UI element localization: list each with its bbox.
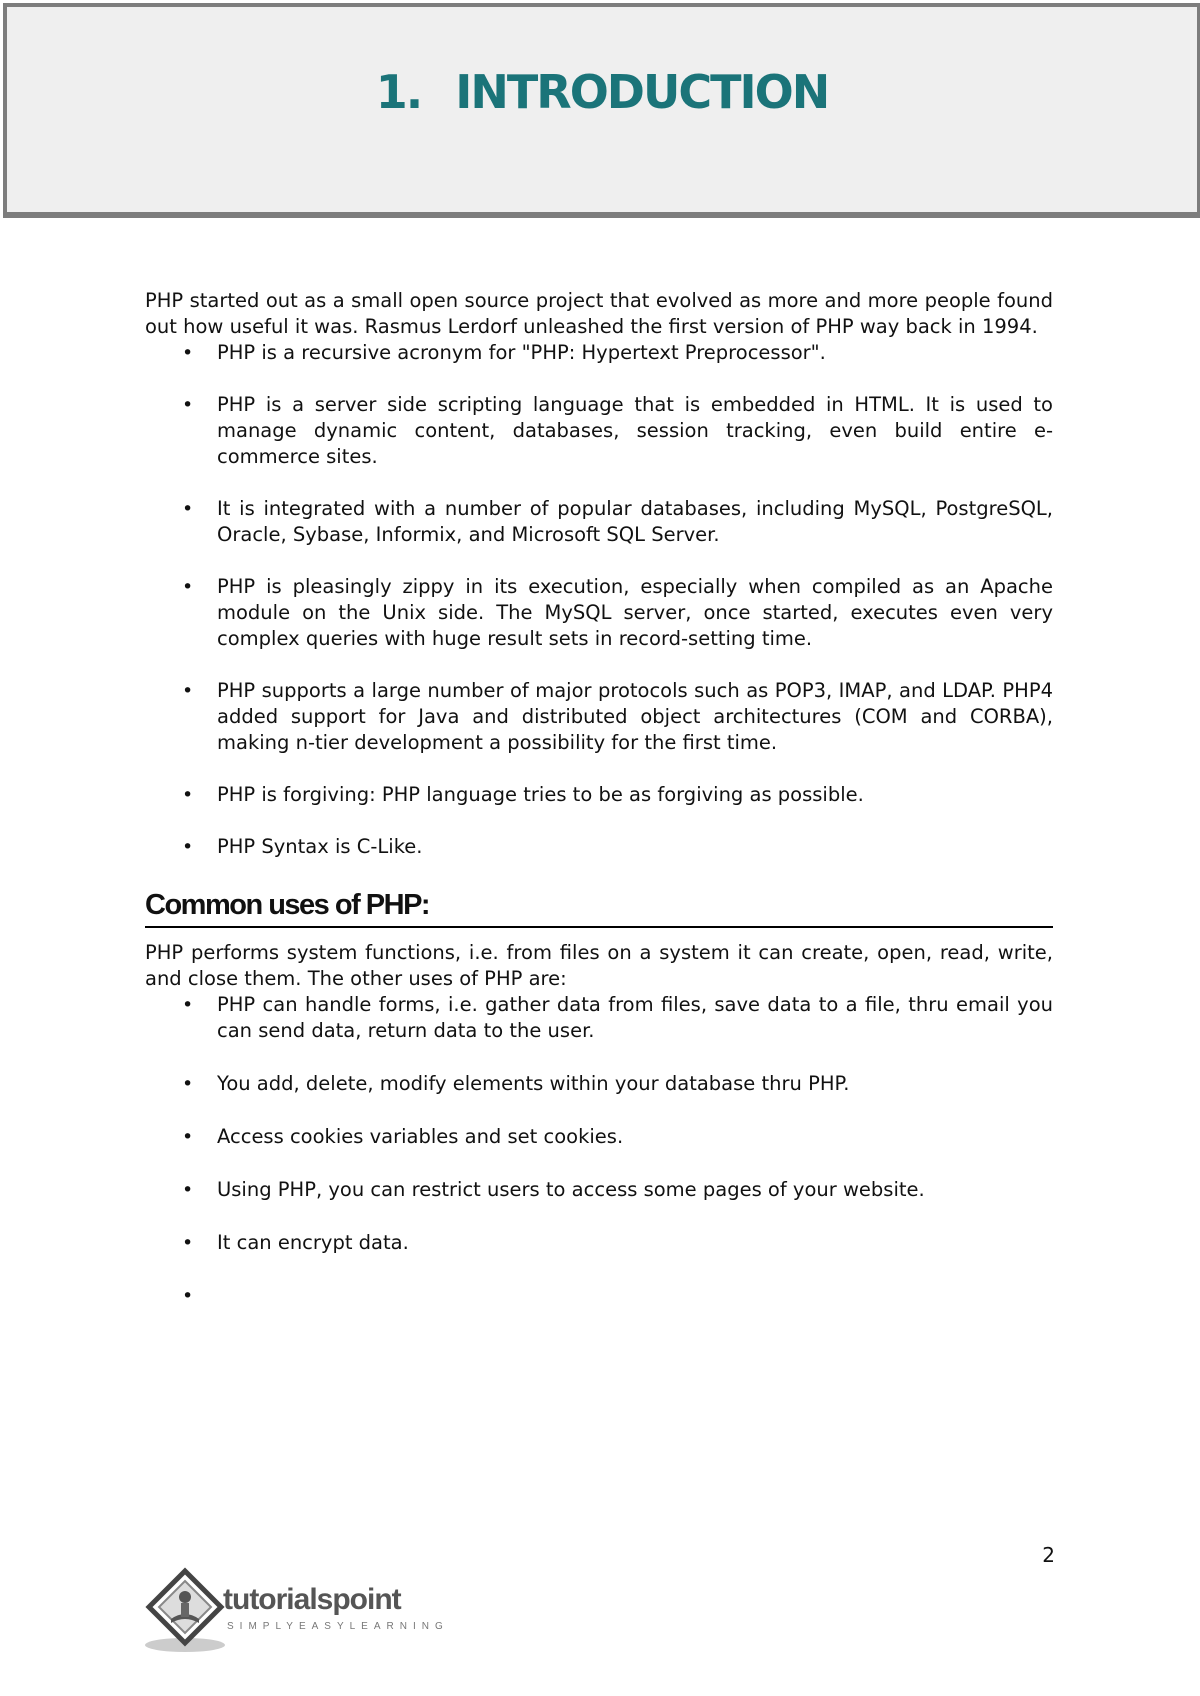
bullet-icon: • [182,1179,194,1201]
list-item [145,574,1053,652]
logo-wordmark: tutorialspoint [223,1583,401,1616]
bullet-icon: • [182,1126,194,1148]
bullet-icon: • [182,994,194,1016]
bullet-icon: • [182,1073,194,1095]
list-item-text: PHP supports a large number of major protocols such as POP3, IMAP, and LDAP. PHP4 added support for Java and distributed object architectures (COM and CORBA), making n-tier development a possibility for the first time. [217,679,1053,754]
list-item [145,496,1053,548]
bullet-icon: • [182,394,194,416]
chapter-banner [3,3,1200,218]
list-item [145,1283,1053,1309]
bullet-icon: • [182,342,194,364]
list-item [145,1230,1053,1256]
list-item-text: PHP is pleasingly zippy in its execution, especially when compiled as an Apache module on the Unix side. The MySQL server, once started, executes even very complex queries with huge result sets in record-setting time. [217,575,1053,650]
list-item [145,992,1053,1044]
uses-bullet-list [145,992,1053,1309]
page-number: 2 [1042,1543,1055,1567]
tutorialspoint-logo [143,1565,449,1655]
intro-bullet-list [145,340,1053,860]
list-item-text: You add, delete, modify elements within your database thru PHP. [217,1072,850,1095]
list-item [145,1124,1053,1150]
list-item [145,1071,1053,1097]
list-item-text: PHP Syntax is C-Like. [217,835,423,858]
list-item-text: PHP is a recursive acronym for "PHP: Hypertext Preprocessor". [217,341,826,364]
list-item-text: PHP is a server side scripting language that is embedded in HTML. It is used to manage dynamic content, databases, session tracking, even build entire e-commerce sites. [217,393,1053,468]
bullet-icon: • [182,1232,194,1254]
list-item-text: Using PHP, you can restrict users to access some pages of your website. [217,1178,925,1201]
bullet-icon: • [182,576,194,598]
list-item [145,340,1053,366]
list-item-text: PHP can handle forms, i.e. gather data from files, save data to a file, thru email you can send data, return data to the user. [217,993,1053,1042]
intro-paragraph: PHP started out as a small open source project that evolved as more and more people found out how useful it was. Rasmus Lerdorf unleashed the first version of PHP way back in 1994. [145,289,1053,338]
list-item [145,1177,1053,1203]
list-item [145,782,1053,808]
list-item-text: Access cookies variables and set cookies. [217,1125,624,1148]
bullet-icon: • [182,498,194,520]
list-item-text: It can encrypt data. [217,1231,409,1254]
bullet-icon: • [182,1285,194,1307]
logo-diamond-icon [143,1565,233,1655]
page-content [145,288,1053,1336]
bullet-icon: • [182,784,194,806]
list-item [145,834,1053,860]
chapter-title [7,65,1197,119]
chapter-number: 1. [375,65,422,119]
list-item-text: PHP is forgiving: PHP language tries to be as forgiving as possible. [217,783,864,806]
logo-tagline: SIMPLYEASYLEARNING [227,1621,449,1632]
section-paragraph: PHP performs system functions, i.e. from files on a system it can create, open, read, write, and close them. The other uses of PHP are: [145,941,1053,990]
list-item-text: It is integrated with a number of popular databases, including MySQL, PostgreSQL, Oracle, Sybase, Informix, and Microsoft SQL Server. [217,497,1053,546]
chapter-title-text: INTRODUCTION [455,65,829,119]
list-item [145,392,1053,470]
bullet-icon: • [182,680,194,702]
list-item [145,678,1053,756]
section-heading: Common uses of PHP: [145,886,1053,928]
bullet-icon: • [182,836,194,858]
